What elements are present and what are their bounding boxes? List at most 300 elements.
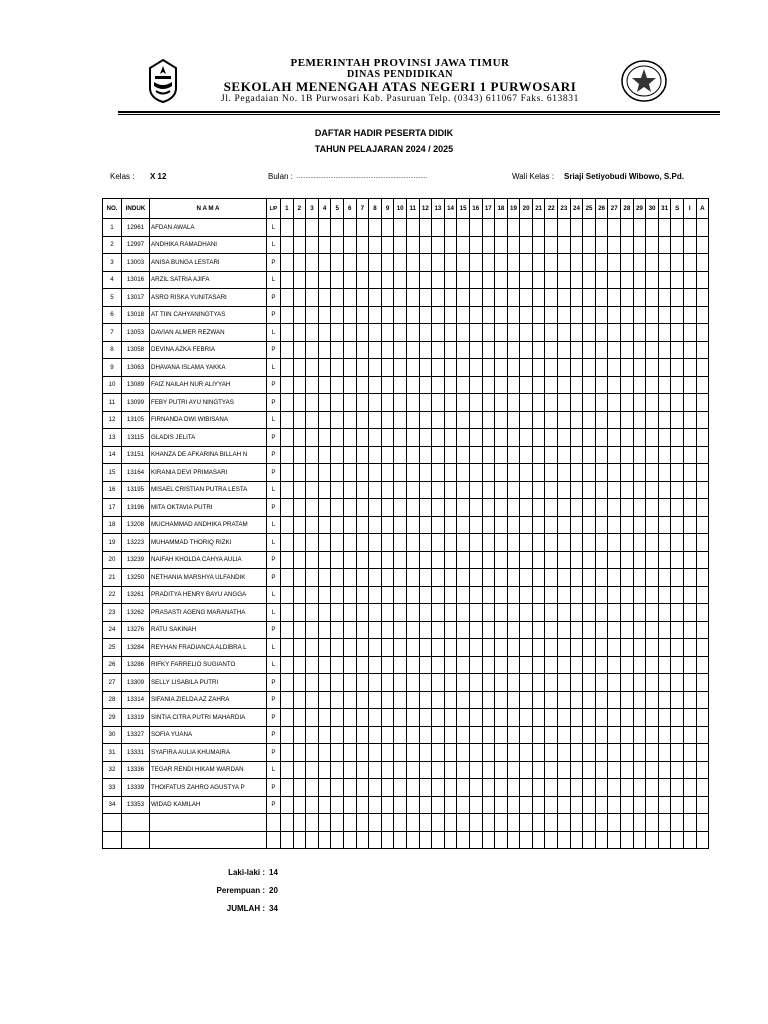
cell-attendance-total[interactable]	[671, 639, 684, 657]
cell-attendance-day[interactable]	[419, 271, 432, 289]
cell-attendance-day[interactable]	[457, 639, 470, 657]
cell-attendance-day[interactable]	[369, 376, 382, 394]
cell-attendance-day[interactable]	[331, 551, 344, 569]
cell-attendance-day[interactable]	[558, 569, 571, 587]
cell-attendance-day[interactable]	[394, 324, 407, 342]
cell-attendance-day[interactable]	[394, 569, 407, 587]
cell-attendance-day[interactable]	[444, 814, 457, 832]
cell-attendance-day[interactable]	[532, 324, 545, 342]
cell-attendance-day[interactable]	[520, 481, 533, 499]
cell-attendance-day[interactable]	[621, 551, 634, 569]
cell-attendance-day[interactable]	[406, 516, 419, 534]
cell-attendance-day[interactable]	[520, 254, 533, 272]
cell-attendance-day[interactable]	[281, 831, 294, 849]
cell-attendance-day[interactable]	[558, 796, 571, 814]
cell-attendance-day[interactable]	[318, 674, 331, 692]
cell-attendance-day[interactable]	[520, 726, 533, 744]
cell-attendance-day[interactable]	[520, 219, 533, 237]
cell-attendance-day[interactable]	[558, 446, 571, 464]
cell-attendance-day[interactable]	[545, 464, 558, 482]
cell-attendance-day[interactable]	[558, 691, 571, 709]
cell-attendance-total[interactable]	[684, 534, 697, 552]
cell-attendance-day[interactable]	[520, 464, 533, 482]
cell-attendance-day[interactable]	[469, 796, 482, 814]
cell-attendance-day[interactable]	[381, 411, 394, 429]
cell-attendance-day[interactable]	[419, 411, 432, 429]
cell-attendance-total[interactable]	[684, 289, 697, 307]
cell-attendance-day[interactable]	[545, 324, 558, 342]
cell-attendance-day[interactable]	[633, 674, 646, 692]
cell-attendance-day[interactable]	[658, 814, 671, 832]
cell-attendance-day[interactable]	[356, 709, 369, 727]
cell-attendance-day[interactable]	[532, 621, 545, 639]
cell-attendance-day[interactable]	[381, 779, 394, 797]
cell-attendance-day[interactable]	[406, 306, 419, 324]
cell-attendance-day[interactable]	[646, 639, 659, 657]
cell-attendance-total[interactable]	[696, 429, 709, 447]
cell-attendance-day[interactable]	[595, 324, 608, 342]
cell-attendance-day[interactable]	[583, 814, 596, 832]
cell-attendance-day[interactable]	[281, 674, 294, 692]
cell-attendance-day[interactable]	[658, 324, 671, 342]
cell-attendance-day[interactable]	[469, 674, 482, 692]
cell-attendance-day[interactable]	[381, 446, 394, 464]
cell-attendance-day[interactable]	[495, 674, 508, 692]
cell-attendance-day[interactable]	[583, 324, 596, 342]
cell-attendance-day[interactable]	[293, 604, 306, 622]
cell-attendance-day[interactable]	[658, 831, 671, 849]
cell-attendance-day[interactable]	[406, 271, 419, 289]
cell-attendance-day[interactable]	[281, 551, 294, 569]
cell-attendance-day[interactable]	[318, 814, 331, 832]
cell-attendance-day[interactable]	[583, 551, 596, 569]
cell-attendance-day[interactable]	[394, 551, 407, 569]
cell-attendance-day[interactable]	[507, 394, 520, 412]
cell-attendance-day[interactable]	[646, 779, 659, 797]
cell-attendance-day[interactable]	[381, 761, 394, 779]
cell-attendance-day[interactable]	[646, 359, 659, 377]
cell-attendance-day[interactable]	[469, 551, 482, 569]
cell-attendance-day[interactable]	[406, 569, 419, 587]
cell-attendance-day[interactable]	[658, 499, 671, 517]
cell-attendance-day[interactable]	[583, 726, 596, 744]
cell-attendance-day[interactable]	[406, 656, 419, 674]
cell-attendance-total[interactable]	[671, 621, 684, 639]
cell-attendance-day[interactable]	[331, 341, 344, 359]
cell-attendance-total[interactable]	[671, 324, 684, 342]
cell-attendance-day[interactable]	[343, 586, 356, 604]
cell-attendance-day[interactable]	[658, 359, 671, 377]
cell-attendance-day[interactable]	[658, 779, 671, 797]
cell-attendance-day[interactable]	[469, 359, 482, 377]
cell-attendance-day[interactable]	[419, 254, 432, 272]
cell-attendance-day[interactable]	[394, 376, 407, 394]
cell-attendance-day[interactable]	[369, 411, 382, 429]
cell-attendance-day[interactable]	[507, 271, 520, 289]
cell-attendance-day[interactable]	[281, 289, 294, 307]
cell-attendance-day[interactable]	[570, 639, 583, 657]
cell-attendance-total[interactable]	[696, 796, 709, 814]
cell-attendance-day[interactable]	[457, 306, 470, 324]
cell-attendance-day[interactable]	[532, 761, 545, 779]
cell-attendance-day[interactable]	[394, 779, 407, 797]
cell-attendance-day[interactable]	[369, 604, 382, 622]
cell-attendance-day[interactable]	[545, 674, 558, 692]
cell-attendance-day[interactable]	[633, 534, 646, 552]
cell-attendance-day[interactable]	[369, 814, 382, 832]
cell-attendance-day[interactable]	[595, 499, 608, 517]
cell-attendance-day[interactable]	[318, 289, 331, 307]
cell-attendance-day[interactable]	[570, 306, 583, 324]
cell-attendance-day[interactable]	[520, 516, 533, 534]
cell-attendance-day[interactable]	[343, 236, 356, 254]
cell-attendance-day[interactable]	[621, 376, 634, 394]
cell-attendance-day[interactable]	[482, 516, 495, 534]
cell-attendance-day[interactable]	[343, 709, 356, 727]
cell-attendance-day[interactable]	[507, 674, 520, 692]
cell-attendance-day[interactable]	[570, 779, 583, 797]
cell-attendance-day[interactable]	[507, 236, 520, 254]
cell-attendance-day[interactable]	[331, 376, 344, 394]
cell-attendance-day[interactable]	[343, 306, 356, 324]
cell-attendance-day[interactable]	[406, 779, 419, 797]
cell-attendance-day[interactable]	[343, 674, 356, 692]
cell-attendance-day[interactable]	[444, 394, 457, 412]
cell-attendance-total[interactable]	[696, 516, 709, 534]
cell-attendance-day[interactable]	[419, 744, 432, 762]
cell-attendance-day[interactable]	[646, 604, 659, 622]
cell-attendance-day[interactable]	[621, 709, 634, 727]
cell-attendance-day[interactable]	[595, 674, 608, 692]
cell-attendance-day[interactable]	[469, 236, 482, 254]
cell-attendance-day[interactable]	[532, 691, 545, 709]
cell-attendance-day[interactable]	[608, 551, 621, 569]
cell-attendance-day[interactable]	[293, 814, 306, 832]
cell-attendance-day[interactable]	[482, 376, 495, 394]
cell-attendance-day[interactable]	[293, 744, 306, 762]
cell-attendance-day[interactable]	[356, 411, 369, 429]
cell-attendance-day[interactable]	[306, 621, 319, 639]
cell-attendance-day[interactable]	[419, 779, 432, 797]
cell-attendance-day[interactable]	[570, 271, 583, 289]
cell-attendance-day[interactable]	[369, 744, 382, 762]
cell-attendance-day[interactable]	[381, 796, 394, 814]
cell-attendance-day[interactable]	[432, 411, 445, 429]
cell-attendance-day[interactable]	[432, 726, 445, 744]
cell-attendance-total[interactable]	[696, 656, 709, 674]
cell-attendance-total[interactable]	[684, 586, 697, 604]
cell-attendance-day[interactable]	[381, 639, 394, 657]
cell-attendance-day[interactable]	[419, 656, 432, 674]
cell-attendance-day[interactable]	[583, 271, 596, 289]
cell-attendance-day[interactable]	[608, 814, 621, 832]
cell-attendance-day[interactable]	[633, 516, 646, 534]
cell-attendance-day[interactable]	[356, 324, 369, 342]
cell-attendance-day[interactable]	[507, 306, 520, 324]
cell-attendance-day[interactable]	[381, 254, 394, 272]
cell-attendance-day[interactable]	[621, 271, 634, 289]
cell-attendance-day[interactable]	[469, 639, 482, 657]
cell-attendance-day[interactable]	[595, 726, 608, 744]
cell-attendance-day[interactable]	[507, 551, 520, 569]
cell-attendance-day[interactable]	[444, 726, 457, 744]
cell-attendance-day[interactable]	[318, 464, 331, 482]
cell-attendance-day[interactable]	[356, 639, 369, 657]
cell-attendance-day[interactable]	[558, 429, 571, 447]
cell-attendance-day[interactable]	[318, 551, 331, 569]
cell-attendance-day[interactable]	[406, 814, 419, 832]
cell-attendance-day[interactable]	[369, 534, 382, 552]
cell-attendance-day[interactable]	[432, 604, 445, 622]
cell-attendance-day[interactable]	[495, 761, 508, 779]
cell-attendance-day[interactable]	[432, 359, 445, 377]
cell-attendance-total[interactable]	[696, 411, 709, 429]
cell-attendance-day[interactable]	[281, 359, 294, 377]
cell-attendance-day[interactable]	[381, 604, 394, 622]
cell-attendance-day[interactable]	[306, 324, 319, 342]
cell-attendance-day[interactable]	[356, 341, 369, 359]
cell-attendance-day[interactable]	[457, 359, 470, 377]
cell-attendance-day[interactable]	[318, 429, 331, 447]
cell-attendance-day[interactable]	[520, 674, 533, 692]
cell-attendance-day[interactable]	[558, 289, 571, 307]
cell-attendance-day[interactable]	[469, 516, 482, 534]
cell-attendance-day[interactable]	[646, 691, 659, 709]
cell-attendance-day[interactable]	[331, 796, 344, 814]
cell-attendance-day[interactable]	[570, 411, 583, 429]
cell-attendance-day[interactable]	[381, 481, 394, 499]
cell-attendance-day[interactable]	[356, 621, 369, 639]
cell-attendance-day[interactable]	[356, 814, 369, 832]
cell-attendance-total[interactable]	[671, 289, 684, 307]
cell-attendance-day[interactable]	[482, 621, 495, 639]
cell-attendance-day[interactable]	[608, 254, 621, 272]
cell-attendance-total[interactable]	[671, 516, 684, 534]
cell-attendance-day[interactable]	[444, 481, 457, 499]
cell-attendance-day[interactable]	[532, 289, 545, 307]
cell-attendance-day[interactable]	[595, 604, 608, 622]
cell-attendance-day[interactable]	[621, 656, 634, 674]
cell-attendance-total[interactable]	[696, 814, 709, 832]
cell-attendance-day[interactable]	[558, 709, 571, 727]
cell-attendance-day[interactable]	[507, 709, 520, 727]
cell-attendance-day[interactable]	[394, 674, 407, 692]
cell-attendance-day[interactable]	[343, 551, 356, 569]
cell-attendance-day[interactable]	[570, 289, 583, 307]
cell-attendance-day[interactable]	[394, 744, 407, 762]
cell-attendance-day[interactable]	[444, 569, 457, 587]
cell-attendance-day[interactable]	[646, 289, 659, 307]
cell-attendance-day[interactable]	[293, 236, 306, 254]
cell-attendance-day[interactable]	[495, 324, 508, 342]
cell-attendance-day[interactable]	[457, 604, 470, 622]
cell-attendance-day[interactable]	[281, 254, 294, 272]
cell-attendance-day[interactable]	[343, 219, 356, 237]
cell-attendance-day[interactable]	[381, 464, 394, 482]
cell-attendance-day[interactable]	[558, 481, 571, 499]
cell-attendance-day[interactable]	[646, 516, 659, 534]
cell-attendance-day[interactable]	[318, 534, 331, 552]
cell-attendance-day[interactable]	[406, 709, 419, 727]
cell-attendance-day[interactable]	[507, 796, 520, 814]
cell-attendance-day[interactable]	[495, 499, 508, 517]
cell-attendance-day[interactable]	[558, 586, 571, 604]
cell-attendance-day[interactable]	[356, 516, 369, 534]
cell-attendance-total[interactable]	[684, 429, 697, 447]
cell-attendance-day[interactable]	[495, 779, 508, 797]
cell-attendance-day[interactable]	[306, 289, 319, 307]
cell-attendance-day[interactable]	[331, 219, 344, 237]
cell-attendance-day[interactable]	[281, 394, 294, 412]
cell-attendance-day[interactable]	[507, 464, 520, 482]
cell-attendance-day[interactable]	[658, 674, 671, 692]
cell-attendance-day[interactable]	[306, 639, 319, 657]
cell-attendance-day[interactable]	[583, 639, 596, 657]
cell-attendance-day[interactable]	[507, 219, 520, 237]
cell-attendance-day[interactable]	[532, 429, 545, 447]
cell-attendance-day[interactable]	[318, 621, 331, 639]
cell-attendance-day[interactable]	[381, 324, 394, 342]
cell-attendance-total[interactable]	[671, 481, 684, 499]
cell-attendance-day[interactable]	[595, 551, 608, 569]
cell-attendance-day[interactable]	[532, 236, 545, 254]
cell-attendance-day[interactable]	[469, 411, 482, 429]
cell-attendance-day[interactable]	[406, 674, 419, 692]
cell-attendance-day[interactable]	[570, 551, 583, 569]
cell-attendance-day[interactable]	[343, 516, 356, 534]
cell-attendance-day[interactable]	[457, 621, 470, 639]
cell-attendance-day[interactable]	[293, 656, 306, 674]
cell-attendance-day[interactable]	[444, 359, 457, 377]
cell-attendance-day[interactable]	[457, 674, 470, 692]
cell-attendance-day[interactable]	[520, 236, 533, 254]
cell-attendance-total[interactable]	[671, 709, 684, 727]
cell-attendance-day[interactable]	[608, 411, 621, 429]
cell-attendance-day[interactable]	[583, 359, 596, 377]
cell-attendance-day[interactable]	[293, 534, 306, 552]
cell-attendance-day[interactable]	[621, 586, 634, 604]
cell-attendance-day[interactable]	[281, 709, 294, 727]
cell-attendance-day[interactable]	[545, 779, 558, 797]
cell-attendance-day[interactable]	[318, 691, 331, 709]
cell-attendance-day[interactable]	[432, 464, 445, 482]
cell-attendance-day[interactable]	[608, 604, 621, 622]
cell-attendance-day[interactable]	[457, 744, 470, 762]
cell-attendance-day[interactable]	[444, 674, 457, 692]
cell-attendance-day[interactable]	[621, 674, 634, 692]
cell-attendance-day[interactable]	[507, 376, 520, 394]
cell-attendance-day[interactable]	[532, 814, 545, 832]
cell-attendance-day[interactable]	[419, 674, 432, 692]
cell-attendance-day[interactable]	[318, 446, 331, 464]
cell-attendance-day[interactable]	[583, 656, 596, 674]
cell-attendance-day[interactable]	[293, 464, 306, 482]
cell-attendance-day[interactable]	[545, 359, 558, 377]
cell-attendance-day[interactable]	[406, 744, 419, 762]
cell-attendance-day[interactable]	[281, 341, 294, 359]
cell-attendance-day[interactable]	[658, 534, 671, 552]
cell-attendance-day[interactable]	[381, 709, 394, 727]
cell-attendance-day[interactable]	[369, 831, 382, 849]
cell-attendance-day[interactable]	[570, 464, 583, 482]
cell-attendance-day[interactable]	[356, 779, 369, 797]
cell-attendance-day[interactable]	[507, 254, 520, 272]
cell-attendance-day[interactable]	[507, 446, 520, 464]
cell-attendance-day[interactable]	[545, 341, 558, 359]
cell-attendance-day[interactable]	[406, 429, 419, 447]
cell-attendance-day[interactable]	[583, 586, 596, 604]
cell-attendance-day[interactable]	[545, 516, 558, 534]
cell-attendance-day[interactable]	[482, 726, 495, 744]
cell-attendance-day[interactable]	[646, 411, 659, 429]
cell-attendance-day[interactable]	[419, 639, 432, 657]
cell-attendance-day[interactable]	[495, 604, 508, 622]
cell-attendance-day[interactable]	[394, 464, 407, 482]
cell-attendance-day[interactable]	[532, 376, 545, 394]
cell-attendance-day[interactable]	[444, 796, 457, 814]
cell-attendance-day[interactable]	[369, 254, 382, 272]
cell-attendance-day[interactable]	[331, 254, 344, 272]
cell-attendance-day[interactable]	[356, 359, 369, 377]
cell-attendance-day[interactable]	[394, 726, 407, 744]
cell-attendance-total[interactable]	[671, 534, 684, 552]
cell-attendance-day[interactable]	[281, 814, 294, 832]
cell-attendance-day[interactable]	[583, 411, 596, 429]
cell-attendance-day[interactable]	[444, 656, 457, 674]
cell-attendance-total[interactable]	[671, 814, 684, 832]
cell-attendance-day[interactable]	[369, 219, 382, 237]
cell-attendance-day[interactable]	[457, 516, 470, 534]
cell-attendance-day[interactable]	[621, 569, 634, 587]
cell-attendance-day[interactable]	[444, 271, 457, 289]
cell-attendance-day[interactable]	[608, 831, 621, 849]
cell-attendance-day[interactable]	[633, 464, 646, 482]
cell-attendance-day[interactable]	[356, 586, 369, 604]
cell-attendance-day[interactable]	[495, 534, 508, 552]
cell-attendance-day[interactable]	[394, 586, 407, 604]
cell-attendance-total[interactable]	[684, 691, 697, 709]
cell-attendance-day[interactable]	[406, 691, 419, 709]
cell-attendance-day[interactable]	[381, 674, 394, 692]
cell-attendance-day[interactable]	[545, 411, 558, 429]
cell-attendance-day[interactable]	[381, 516, 394, 534]
cell-attendance-day[interactable]	[570, 219, 583, 237]
cell-attendance-total[interactable]	[684, 779, 697, 797]
cell-attendance-day[interactable]	[608, 586, 621, 604]
cell-attendance-total[interactable]	[684, 464, 697, 482]
cell-attendance-day[interactable]	[595, 656, 608, 674]
cell-attendance-total[interactable]	[684, 796, 697, 814]
cell-attendance-day[interactable]	[343, 481, 356, 499]
cell-attendance-total[interactable]	[684, 551, 697, 569]
cell-attendance-day[interactable]	[406, 831, 419, 849]
cell-attendance-day[interactable]	[343, 411, 356, 429]
cell-attendance-day[interactable]	[595, 796, 608, 814]
cell-attendance-day[interactable]	[432, 236, 445, 254]
cell-attendance-day[interactable]	[482, 236, 495, 254]
cell-attendance-day[interactable]	[482, 604, 495, 622]
cell-attendance-day[interactable]	[633, 569, 646, 587]
cell-attendance-day[interactable]	[583, 394, 596, 412]
cell-attendance-day[interactable]	[482, 411, 495, 429]
cell-attendance-day[interactable]	[532, 306, 545, 324]
cell-attendance-day[interactable]	[343, 289, 356, 307]
cell-attendance-total[interactable]	[671, 394, 684, 412]
cell-attendance-day[interactable]	[633, 551, 646, 569]
cell-attendance-day[interactable]	[293, 516, 306, 534]
cell-attendance-day[interactable]	[558, 656, 571, 674]
cell-attendance-day[interactable]	[293, 709, 306, 727]
